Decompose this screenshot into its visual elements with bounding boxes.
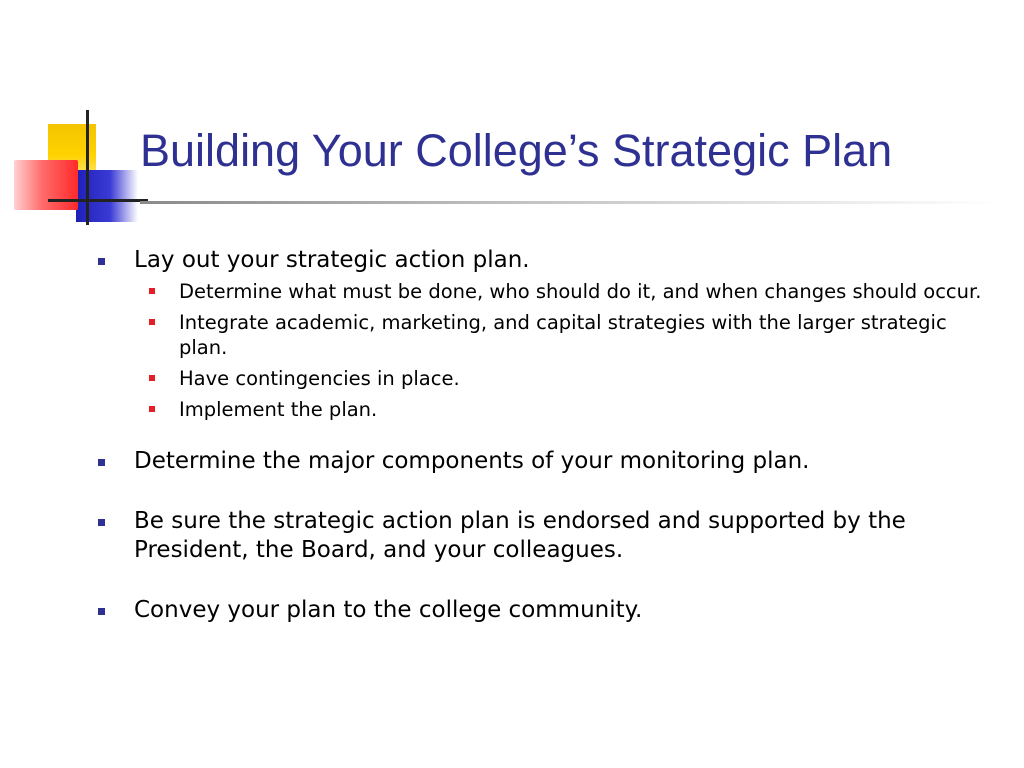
- spacer: [96, 476, 996, 507]
- bullet-item: [96, 447, 996, 476]
- title-divider: [140, 201, 1000, 204]
- sub-bullet-item: [96, 366, 996, 391]
- sub-bullet-item: [96, 397, 996, 422]
- red-square-shape: [14, 160, 78, 210]
- decorative-logo: [0, 0, 150, 240]
- bullet-square-icon: [98, 608, 105, 615]
- bullet-text: Convey your plan to the college community.: [134, 597, 643, 623]
- sub-bullet-text: Have contingencies in place.: [179, 367, 460, 390]
- bullet-text: Be sure the strategic action plan is endorsed and supported by the President, the Board, and your colleagues.: [134, 508, 906, 563]
- bullet-square-icon: [98, 258, 105, 265]
- slide-title: Building Your College’s Strategic Plan: [140, 125, 893, 176]
- sub-bullet-square-icon: [149, 319, 155, 325]
- bullet-text: Determine the major components of your monitoring plan.: [134, 448, 810, 474]
- bullet-square-icon: [98, 459, 105, 466]
- sub-bullet-text: Implement the plan.: [179, 398, 378, 421]
- bullet-item: [96, 507, 996, 565]
- spacer: [96, 565, 996, 596]
- sub-bullet-item: [96, 310, 996, 360]
- sub-bullet-square-icon: [149, 406, 155, 412]
- spacer: [96, 428, 996, 447]
- logo-horizontal-line: [48, 199, 148, 202]
- bullet-item: [96, 246, 996, 275]
- bullet-list: [96, 246, 996, 625]
- sub-bullet-text: Integrate academic, marketing, and capital strategies with the larger strategic plan.: [179, 311, 947, 359]
- sub-bullet-list: [96, 279, 996, 422]
- bullet-item: [96, 596, 996, 625]
- bullet-square-icon: [98, 519, 105, 526]
- logo-vertical-line: [86, 110, 89, 225]
- sub-bullet-text: Determine what must be done, who should do it, and when changes should occur.: [179, 280, 982, 303]
- sub-bullet-square-icon: [149, 375, 155, 381]
- sub-bullet-item: [96, 279, 996, 304]
- bullet-text: Lay out your strategic action plan.: [134, 247, 530, 273]
- sub-bullet-square-icon: [149, 288, 155, 294]
